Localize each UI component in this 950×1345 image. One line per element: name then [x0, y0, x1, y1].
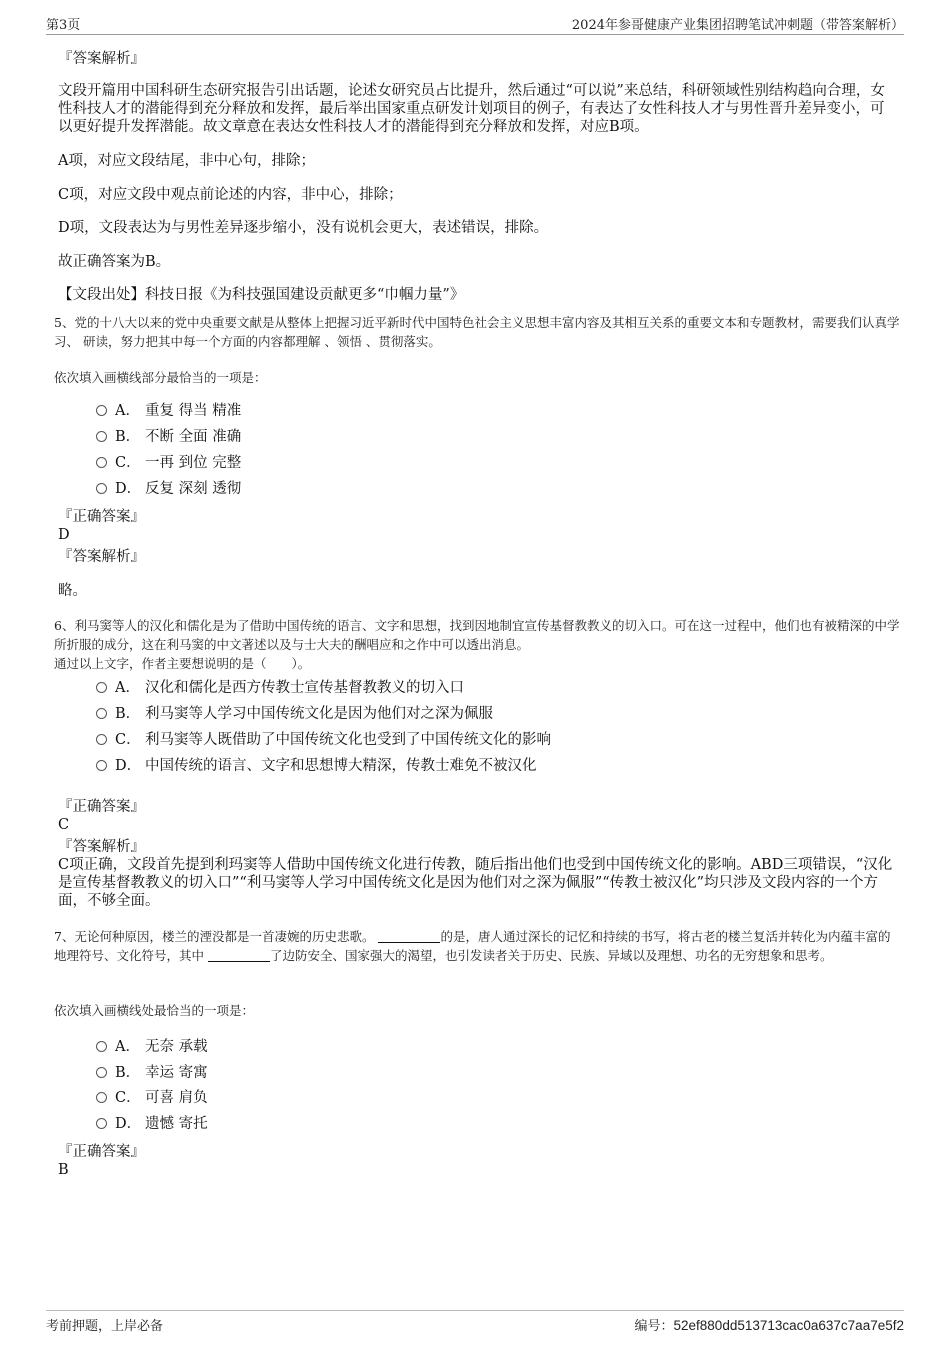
q6-prompt: 通过以上文字，作者主要想说明的是（ ）。 [54, 656, 311, 671]
page-header [46, 12, 904, 35]
radio-icon[interactable] [96, 734, 107, 745]
q4-analysis-text: 文段开篇用中国科研生态研究报告引出话题，论述女研究员占比提升，然后通过“可以说”来总结，科研领域性别结构趋向合理，女性科技人才的潜能得到充分释放和发挥，最后举出国家重点研发计划项目的例子，有表达了女性科技人才与男性晋升差异变小，可以更好提升发挥潜能。故文章意在表达女性科技人才的潜能得到充分释放和发挥，对应B项。 [58, 83, 885, 135]
radio-icon[interactable] [96, 708, 107, 719]
q6-option-d[interactable]: D． 中国传统的语言、文字和思想博大精深，传教士难免不被汉化 [96, 757, 537, 775]
q7-option-b[interactable]: B． 幸运 寄寓 [96, 1064, 208, 1082]
radio-icon[interactable] [96, 1067, 107, 1078]
page-number: 第3页 [46, 18, 81, 33]
q7-prompt: 依次填入画横线处最恰当的一项是： [54, 1003, 255, 1018]
radio-icon[interactable] [96, 431, 107, 442]
q4-option-c-note: C项，对应文段中观点前论述的内容，非中心，排除； [58, 187, 403, 203]
q6-option-c[interactable]: C． 利马窦等人既借助了中国传统文化也受到了中国传统文化的影响 [96, 731, 551, 749]
q7-answer: B [58, 1162, 69, 1178]
q5-option-b[interactable]: B． 不断 全面 准确 [96, 428, 241, 446]
document-code: 编号：52ef880dd513713cac0a637c7aa7e5f2 [634, 1318, 904, 1334]
q5-analysis: 略。 [58, 583, 87, 599]
q5-analysis-label: 『答案解析』 [58, 549, 145, 565]
radio-icon[interactable] [96, 457, 107, 468]
radio-icon[interactable] [96, 1092, 107, 1103]
q4-source: 【文段出处】科技日报《为科技强国建设贡献更多“巾帼力量”》 [58, 287, 465, 303]
q6-analysis-label: 『答案解析』 [58, 839, 145, 855]
fill-blank-2 [208, 949, 270, 962]
q5-option-d[interactable]: D． 反复 深刻 透彻 [96, 480, 241, 498]
q5-option-c[interactable]: C． 一再 到位 完整 [96, 454, 241, 472]
q5-option-a[interactable]: A． 重复 得当 精准 [96, 402, 241, 420]
radio-icon[interactable] [96, 1041, 107, 1052]
radio-icon[interactable] [96, 760, 107, 771]
radio-icon[interactable] [96, 682, 107, 693]
document-title: 2024年参哥健康产业集团招聘笔试冲刺题（带答案解析） [571, 18, 904, 33]
radio-icon[interactable] [96, 405, 107, 416]
fill-blank-1 [378, 930, 440, 943]
q6-option-b[interactable]: B． 利马窦等人学习中国传统文化是因为他们对之深为佩服 [96, 705, 493, 723]
q4-analysis-label: 『答案解析』 [58, 51, 145, 67]
q5-stem: 5、党的十八大以来的党中央重要文献是从整体上把握习近平新时代中国特色社会主义思想丰富内容及其相互关系的重要文本和专题教材，需要我们认真学习、 研读，努力把其中每一个方面的内容都理解 、领悟 、贯彻落实。 [54, 315, 900, 349]
q7-answer-label: 『正确答案』 [58, 1144, 145, 1160]
q6-analysis: C项正确，文段首先提到利玛窦等人借助中国传统文化进行传教，随后指出他们也受到中国传统文化的影响。ABD三项错误，“汉化是宣传基督教教义的切入口”“利马窦等人学习中国传统文化是因为他们对之深为佩服”“传教士被汉化”均只涉及文段内容的一个方面，不够全面。 [58, 857, 893, 909]
q7-option-a[interactable]: A． 无奈 承载 [96, 1038, 208, 1056]
q4-option-a-note: A项，对应文段结尾，非中心句，排除； [58, 153, 315, 169]
radio-icon[interactable] [96, 1118, 107, 1129]
q7-stem: 7、无论何种原因，楼兰的湮没都是一首凄婉的历史悲歌。 的是，唐人通过深长的记忆和持续的书写，将古老的楼兰复活并转化为内蕴丰富的地理符号、文化符号，其中 了边防安全、国家强大的渴望，也引发读者关于历史、民族、异域以及理想、功名的无穷想象和思考。 [54, 929, 891, 963]
q5-answer: D [58, 527, 70, 543]
q7-option-d[interactable]: D． 遗憾 寄托 [96, 1115, 208, 1133]
q6-option-a[interactable]: A． 汉化和儒化是西方传教士宣传基督教教义的切入口 [96, 679, 464, 697]
q7-option-c[interactable]: C． 可喜 肩负 [96, 1089, 208, 1107]
q5-prompt: 依次填入画横线部分最恰当的一项是： [54, 370, 267, 385]
footer-slogan: 考前押题，上岸必备 [46, 1319, 164, 1334]
q6-stem: 6、利马窦等人的汉化和儒化是为了借助中国传统的语言、文字和思想，找到因地制宜宣传基督教教义的切入口。可在这一过程中，他们也有被精深的中学所折服的成分，这在利马窦的中文著述以及与士大夫的酬唱应和之作中可以透出消息。 [54, 618, 900, 652]
q5-answer-label: 『正确答案』 [58, 509, 145, 525]
page-footer [46, 1310, 904, 1335]
q4-option-d-note: D项，文段表达为与男性差异逐步缩小，没有说机会更大，表述错误，排除。 [58, 220, 549, 236]
radio-icon[interactable] [96, 483, 107, 494]
q4-conclusion: 故正确答案为B。 [58, 254, 171, 270]
q6-answer-label: 『正确答案』 [58, 799, 145, 815]
q6-answer: C [58, 817, 70, 833]
